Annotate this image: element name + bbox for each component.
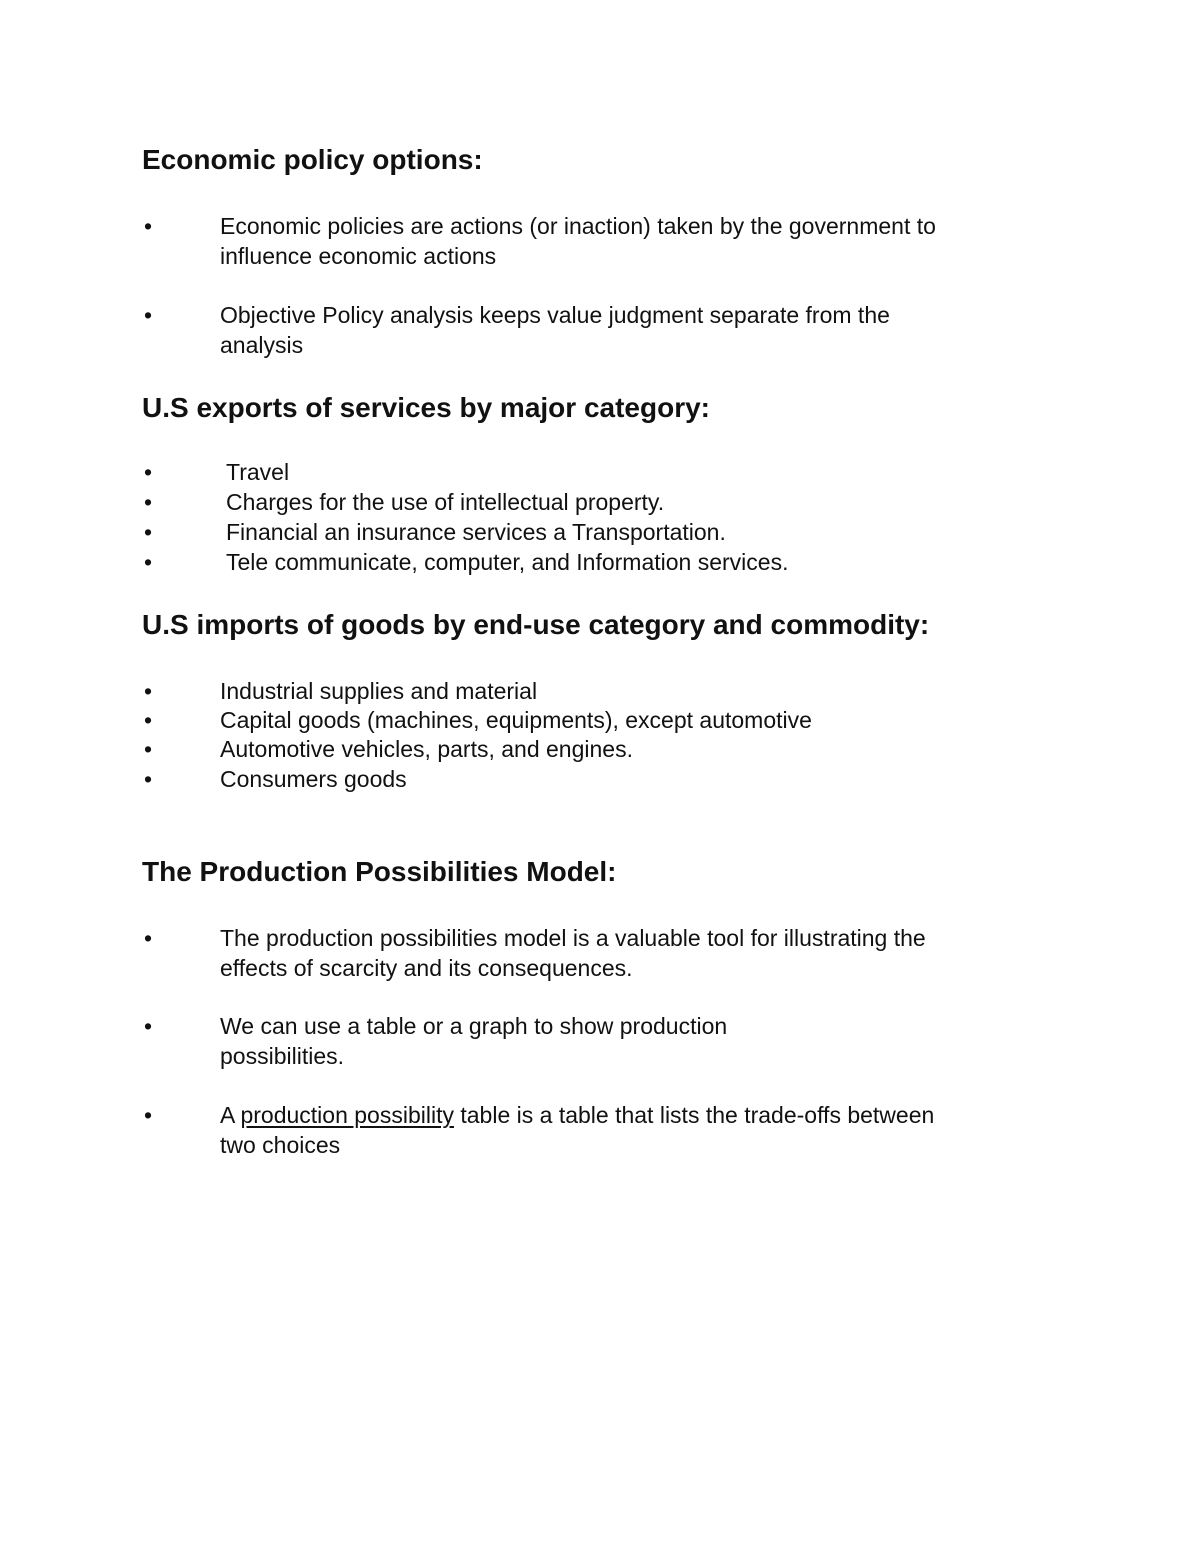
bullet-icon: • bbox=[144, 736, 153, 762]
section-heading-production-possibilities: The Production Possibilities Model: bbox=[142, 856, 617, 887]
list-item-line: possibilities. bbox=[220, 1042, 344, 1069]
list-item-line: Tele communicate, computer, and Information services. bbox=[226, 549, 789, 575]
bullet-icon: • bbox=[144, 519, 153, 545]
list-item-line: Charges for the use of intellectual property. bbox=[226, 489, 665, 515]
underlined-term: production possibility bbox=[240, 1102, 454, 1128]
bullet-icon: • bbox=[144, 925, 153, 951]
list-item-line: Financial an insurance services a Transportation. bbox=[226, 519, 726, 545]
bullet-icon: • bbox=[144, 707, 153, 733]
section-heading-us-imports: U.S imports of goods by end-use category and commodity: bbox=[142, 609, 930, 640]
bullet-icon: • bbox=[144, 489, 153, 515]
bullet-icon: • bbox=[144, 459, 153, 485]
list-item-prefix: A bbox=[220, 1102, 241, 1128]
list-item-line: The production possibilities model is a valuable tool for illustrating the bbox=[220, 925, 926, 951]
section-heading-us-exports: U.S exports of services by major category: bbox=[142, 392, 710, 423]
list-item-line: Automotive vehicles, parts, and engines. bbox=[220, 736, 633, 762]
list-item-line: Economic policies are actions (or inaction) taken by the government to bbox=[220, 213, 936, 239]
list-item-line: Objective Policy analysis keeps value judgment separate from the bbox=[220, 302, 890, 328]
list-item-line: analysis bbox=[220, 331, 304, 358]
list-item-line: Travel bbox=[226, 459, 290, 485]
bullet-icon: • bbox=[144, 213, 153, 239]
list-item-line: influence economic actions bbox=[220, 242, 497, 269]
list-item-line: We can use a table or a graph to show production bbox=[220, 1013, 728, 1039]
list-item-line bbox=[220, 1101, 1080, 1131]
list-item-line: Consumers goods bbox=[220, 766, 407, 792]
list-item-line: effects of scarcity and its consequences. bbox=[220, 954, 633, 981]
bullet-icon: • bbox=[144, 678, 153, 704]
list-item-line: Industrial supplies and material bbox=[220, 678, 538, 704]
bullet-icon: • bbox=[144, 1102, 153, 1128]
bullet-icon: • bbox=[144, 302, 153, 328]
bullet-icon: • bbox=[144, 549, 153, 575]
list-item-line: two choices bbox=[220, 1131, 341, 1158]
bullet-icon: • bbox=[144, 766, 153, 792]
section-heading-economic-policy: Economic policy options: bbox=[142, 144, 483, 175]
list-item-suffix: table is a table that lists the trade-offs between bbox=[453, 1102, 935, 1128]
bullet-icon: • bbox=[144, 1013, 153, 1039]
list-item-line: Capital goods (machines, equipments), except automotive bbox=[220, 707, 812, 733]
